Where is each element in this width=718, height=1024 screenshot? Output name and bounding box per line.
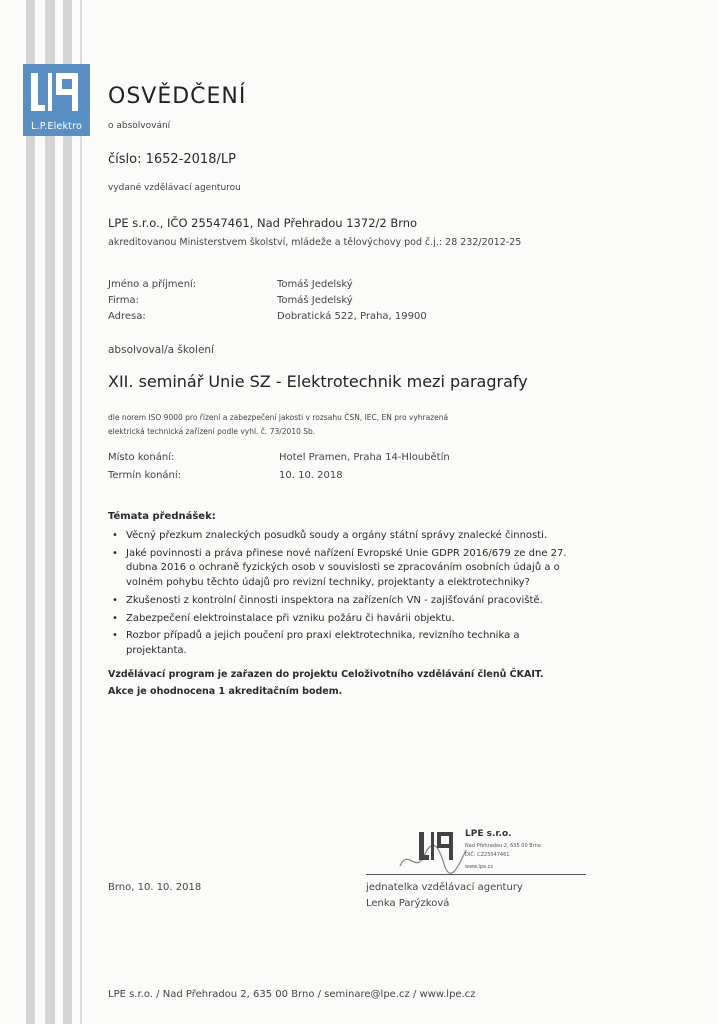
place-label: Místo konání: — [108, 452, 175, 463]
address-value: Dobratická 522, Praha, 19900 — [277, 311, 427, 322]
stamp-logo-icon — [418, 830, 460, 868]
stamp-text — [465, 830, 541, 872]
topic-item: • Zkušenosti z kontrolní činnosti inspektora na zařízeních VN - zajišťování pracoviště. — [108, 594, 578, 609]
date-value: 10. 10. 2018 — [279, 470, 343, 481]
company-label: Firma: — [108, 295, 139, 306]
program-note-1: Vzdělávací program je zařazen do projektu Celoživotního vzdělávání členů ČKAIT. — [108, 669, 544, 680]
name-value: Tomáš Jedelský — [277, 279, 353, 290]
topic-item: • Rozbor případů a jejich poučení pro praxi elektrotechnika, revizního technika a projektanta. — [108, 629, 578, 658]
topics-list — [108, 529, 578, 662]
norm-line-1: dle norem ISO 9000 pro řízení a zabezpečení jakosti v rozsahu ČSN, IEC, EN pro vyhrazená — [108, 413, 449, 422]
left-stripe-3 — [63, 0, 72, 1024]
stamp-address: Nad Přehradou 2, 635 00 Brno — [465, 843, 541, 849]
company-value: Tomáš Jedelský — [277, 295, 353, 306]
lp-logo-icon — [29, 70, 84, 120]
address-label: Adresa: — [108, 311, 146, 322]
signatory-role: jednatelka vzdělávací agentury — [366, 882, 523, 893]
completed-label: absolvoval/a školení — [108, 344, 214, 356]
accreditation: akreditovanou Ministerstvem školství, mládeže a tělovýchovy pod č.j.: 28 232/2012-25 — [108, 237, 522, 248]
program-note-2: Akce je ohodnocena 1 akreditačním bodem. — [108, 686, 343, 697]
footer-text: LPE s.r.o. / Nad Přehradou 2, 635 00 Brno / seminare@lpe.cz / www.lpe.cz — [108, 989, 476, 1000]
signature-line — [366, 874, 586, 875]
issued-by-label: vydané vzdělávací agenturou — [108, 183, 241, 193]
topics-heading: Témata přednášek: — [108, 511, 216, 522]
norm-line-2: elektrická technická zařízení podle vyhl. č. 73/2010 Sb. — [108, 427, 316, 436]
certificate-number: číslo: 1652-2018/LP — [108, 152, 236, 167]
name-label: Jméno a příjmení: — [108, 279, 197, 290]
left-stripe-1 — [26, 0, 35, 1024]
topic-item: • Věcný přezkum znaleckých posudků soudy a orgány státní správy znalecké činnosti. — [108, 529, 578, 544]
certificate-subtitle: o absolvování — [108, 121, 171, 131]
left-stripe-2 — [45, 0, 55, 1024]
course-title: XII. seminář Unie SZ - Elektrotechnik mezi paragrafy — [108, 372, 528, 391]
place-value: Hotel Pramen, Praha 14-Hloubětín — [279, 452, 450, 463]
stamp-dic: DIČ: CZ25547461 — [465, 852, 510, 858]
topic-item: • Zabezpečení elektroinstalace při vzniku požáru či havárii objektu. — [108, 612, 578, 627]
stamp-web: www.lpe.cz — [465, 864, 494, 870]
topic-item: • Jaké povinnosti a práva přinese nové nařízení Evropské Unie GDPR 2016/679 ze dne 27. dubna 2016 o ochraně fyzických osob v souvislosti se zpracováním osobních údajů a o volném pohybu těchto údajů pro revizní techniky, projektanty a elektrotechniky? — [108, 547, 578, 591]
place-date: Brno, 10. 10. 2018 — [108, 882, 202, 893]
stamp-company: LPE s.r.o. — [465, 829, 512, 839]
certificate-title: OSVĚDČENÍ — [108, 84, 247, 109]
left-stripe-4 — [80, 0, 82, 1024]
brand-logo-text: L.P.Elektro — [30, 121, 82, 132]
issuer: LPE s.r.o., IČO 25547461, Nad Přehradou 1372/2 Brno — [108, 216, 418, 230]
date-label: Termín konání: — [108, 470, 182, 481]
signatory-name: Lenka Parýzková — [366, 898, 450, 909]
